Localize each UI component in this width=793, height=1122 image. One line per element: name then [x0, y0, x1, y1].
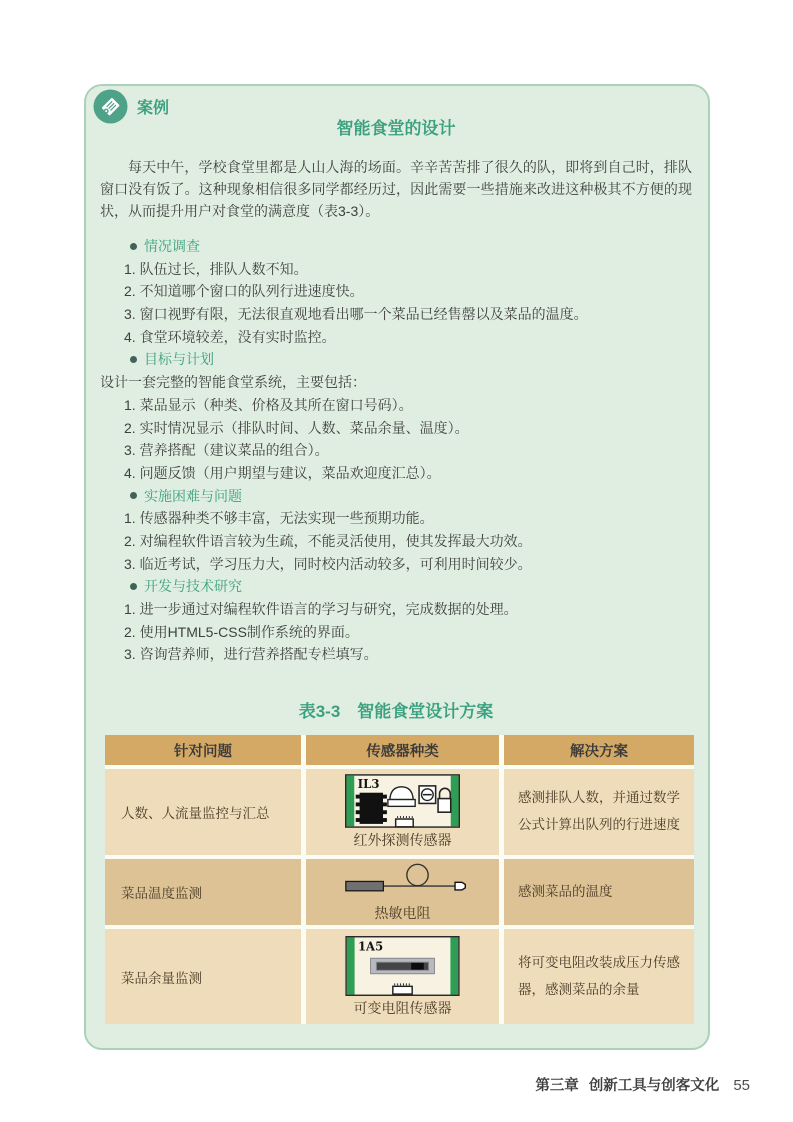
case-panel: [84, 84, 710, 1050]
list-item: 1. 菜品显示（种类、价格及其所在窗口号码）。: [124, 396, 413, 413]
list-item: 3. 窗口视野有限，无法很直观地看出哪一个菜品已经售罄以及菜品的温度。: [124, 306, 588, 323]
table-header-problem: 针对问题: [105, 735, 301, 765]
page-footer: [535, 1074, 750, 1095]
board-code-label: 1A5: [357, 939, 384, 954]
table-cell-sensor: [306, 859, 499, 925]
bullet-dot-icon: [130, 492, 137, 499]
table-cell-problem: 菜品余量监测: [105, 929, 301, 1024]
board-code-label: IL3: [357, 776, 380, 791]
case-badge-label: 案例: [137, 100, 170, 117]
list-item: 4. 食堂环境较差，没有实时监控。: [124, 328, 336, 345]
list-item: 1. 传感器种类不够丰富，无法实现一些预期功能。: [124, 510, 434, 527]
sensor-caption: 红外探测传感器: [353, 833, 452, 850]
table-cell-solution: [504, 859, 694, 925]
table-title: 表3-3 智能食堂设计方案: [298, 702, 494, 722]
section-heading-development: [100, 575, 692, 598]
section-heading-difficulties: [100, 485, 692, 508]
table-cell-problem: 菜品温度监测: [105, 859, 301, 925]
section-heading-goals: [100, 348, 692, 371]
solution-text: 将可变电阻改装成压力传感器，感测菜品的余量: [518, 954, 680, 998]
list-item: 2. 不知道哪个窗口的队列行进速度快。: [124, 283, 364, 300]
list-item: 2. 实时情况显示（排队时间、人数、菜品余量、温度）。: [124, 419, 469, 436]
list-item: 1. 队伍过长，排队人数不知。: [124, 260, 308, 277]
section-heading-label: 目标与计划: [144, 351, 214, 368]
thermistor-icon: [339, 861, 467, 901]
case-badge: [93, 89, 169, 124]
table-cell-sensor: [306, 769, 499, 855]
list-item: 3. 咨询营养师，进行营养搭配专栏填写。: [124, 646, 378, 663]
list-item: 3. 营养搭配（建议菜品的组合）。: [124, 442, 329, 459]
section-heading-label: 情况调查: [144, 238, 200, 254]
list-item: 2. 对编程软件语言较为生疏，不能灵活使用，使其发挥最大功效。: [124, 532, 532, 549]
infrared-sensor-board-icon: [345, 774, 460, 828]
intro-paragraph: 每天中午，学校食堂里都是人山人海的场面。辛辛苦苦排了很久的队，即将到自己时，排队窗口没有饭了。这种现象相信很多同学都经历过，因此需要一些措施来改进这种极其不方便的现状，从而提升用户对食堂的满意度（表3-3）。: [100, 159, 692, 219]
sensor-caption: 热敏电阻: [374, 906, 431, 923]
footer-chapter-label: 第三章: [535, 1078, 579, 1094]
table-header-sensor: 传感器种类: [306, 735, 499, 765]
table-cell-solution: [504, 929, 694, 1024]
variable-resistor-board-icon: [345, 936, 460, 996]
bullet-dot-icon: [130, 583, 137, 590]
section-heading-label: 实施困难与问题: [144, 487, 242, 504]
section-lead: 设计一套完整的智能食堂系统，主要包括：: [100, 374, 366, 391]
design-table: [105, 735, 694, 1024]
bullet-dot-icon: [130, 243, 137, 250]
page-title: 智能食堂的设计: [336, 119, 456, 138]
footer-page-number: 55: [733, 1077, 750, 1094]
table-cell-sensor: [306, 929, 499, 1024]
list-item: 4. 问题反馈（用户期望与建议，菜品欢迎度汇总）。: [124, 464, 441, 481]
sensor-caption: 可变电阻传感器: [353, 1000, 452, 1017]
list-item: 2. 使用HTML5-CSS制作系统的界面。: [124, 623, 359, 640]
section-heading-survey: [100, 235, 692, 258]
footer-chapter-title: 创新工具与创客文化: [588, 1078, 720, 1094]
list-item: 3. 临近考试，学习压力大，同时校内活动较多，可利用时间较少。: [124, 555, 532, 572]
section-heading-label: 开发与技术研究: [144, 578, 242, 595]
table-header-solution: 解决方案: [504, 735, 694, 765]
solution-text: 感测排队人数，并通过数学公式计算出队列的行进速度: [518, 790, 680, 834]
scroll-icon: [93, 89, 128, 124]
bullet-dot-icon: [130, 356, 137, 363]
list-item: 1. 进一步通过对编程软件语言的学习与研究，完成数据的处理。: [124, 601, 518, 617]
solution-text: 感测菜品的温度: [518, 883, 613, 900]
table-cell-solution: [504, 769, 694, 855]
table-cell-problem: 人数、人流量监控与汇总: [105, 769, 301, 855]
